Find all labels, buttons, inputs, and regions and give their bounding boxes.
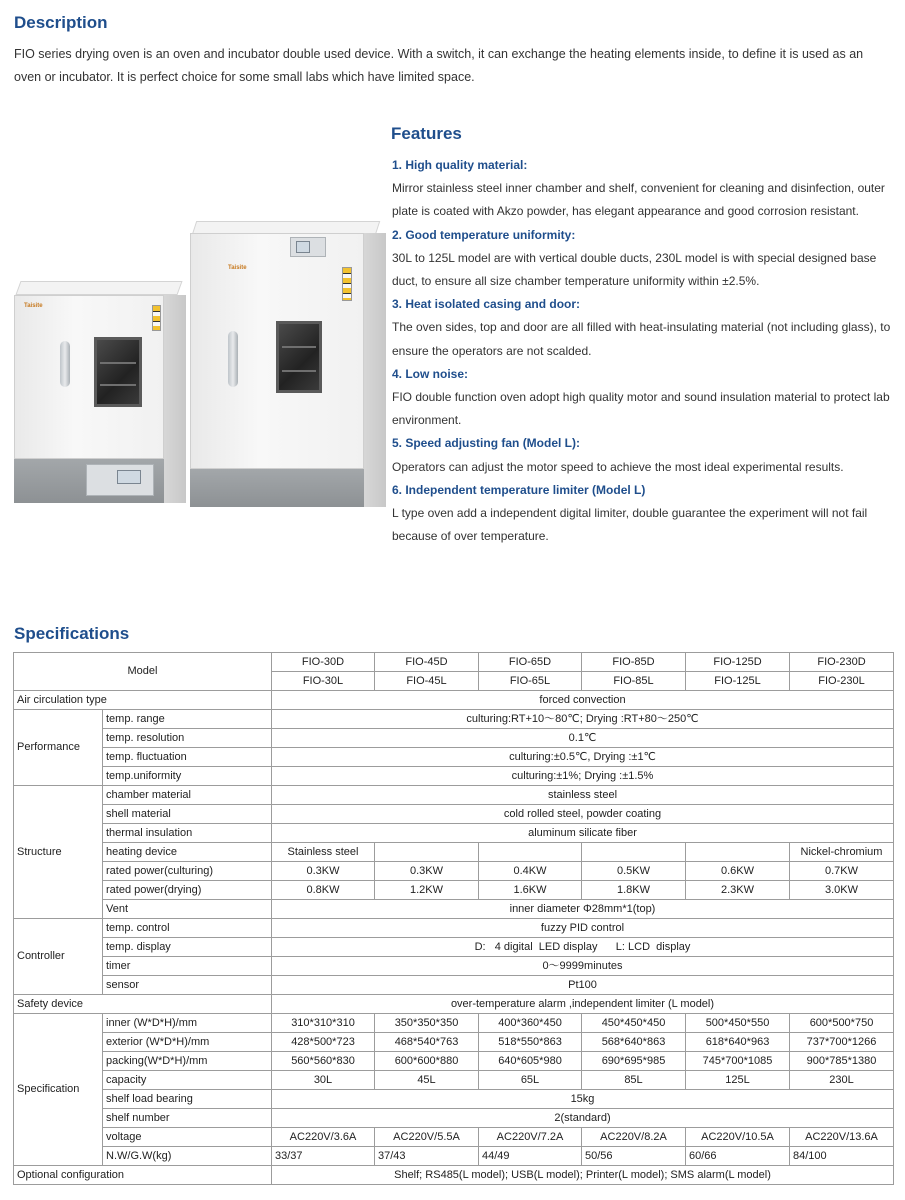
feature-text: The oven sides, top and door are all filled with heat-insulating material (not including glass), to ensure the operators are not scalded. [392, 320, 891, 358]
tall-oven-logo: Taisite [228, 265, 247, 271]
small-oven-image [14, 281, 186, 503]
table-row [14, 653, 894, 672]
model-l-cell: FIO-85L [582, 672, 686, 691]
cell: 60/66 [686, 1147, 790, 1166]
feature-item [392, 432, 892, 478]
table-row [14, 691, 894, 710]
model-l-cell: FIO-125L [686, 672, 790, 691]
row-label: temp. range [103, 710, 272, 729]
features-title: Features [391, 124, 462, 143]
row-label: exterior (W*D*H)/mm [103, 1033, 272, 1052]
feature-heading: 6. Independent temperature limiter (Model L) [392, 482, 646, 497]
row-value: Pt100 [272, 976, 894, 995]
model-d-cell: FIO-85D [582, 653, 686, 672]
table-row [14, 1090, 894, 1109]
row-label: shelf load bearing [103, 1090, 272, 1109]
specifications-title: Specifications [14, 624, 130, 643]
model-l-cell: FIO-65L [479, 672, 582, 691]
row-label: temp. control [103, 919, 272, 938]
cell: 0.3KW [375, 862, 479, 881]
row-label: rated power(drying) [103, 881, 272, 900]
row-label: temp. fluctuation [103, 748, 272, 767]
cell: 30L [272, 1071, 375, 1090]
description-text: FIO series drying oven is an oven and incubator double used device. With a switch, it can exchange the heating elements inside, to define it is used as an oven or incubator. It is perfect choice for some small labs which have limited space. [14, 47, 864, 84]
cell: 1.2KW [375, 881, 479, 900]
table-row [14, 862, 894, 881]
air-circulation-value: forced convection [272, 691, 894, 710]
air-circulation-label: Air circulation type [14, 691, 272, 710]
cell: 560*560*830 [272, 1052, 375, 1071]
cell: AC220V/8.2A [582, 1128, 686, 1147]
cell [686, 843, 790, 862]
feature-text: FIO double function oven adopt high quality motor and sound insulation material to protect lab environment. [392, 390, 890, 428]
cell: 0.4KW [479, 862, 582, 881]
row-value: D: 4 digital LED display L: LCD display [272, 938, 894, 957]
row-value: fuzzy PID control [272, 919, 894, 938]
cell: 600*500*750 [790, 1014, 894, 1033]
model-d-cell: FIO-125D [686, 653, 790, 672]
feature-heading: 4. Low noise: [392, 366, 469, 381]
cell: 44/49 [479, 1147, 582, 1166]
table-row [14, 976, 894, 995]
table-row [14, 710, 894, 729]
cell: 45L [375, 1071, 479, 1090]
row-value: 2(standard) [272, 1109, 894, 1128]
model-d-cell: FIO-230D [790, 653, 894, 672]
cell: Nickel-chromium [790, 843, 894, 862]
table-row [14, 843, 894, 862]
product-illustration [10, 215, 390, 515]
table-row [14, 1128, 894, 1147]
row-label: capacity [103, 1071, 272, 1090]
structure-group-label: Structure [14, 786, 103, 919]
cell: 428*500*723 [272, 1033, 375, 1052]
row-label: Vent [103, 900, 272, 919]
row-label: temp. resolution [103, 729, 272, 748]
cell: AC220V/7.2A [479, 1128, 582, 1147]
row-label: sensor [103, 976, 272, 995]
feature-item [392, 479, 892, 549]
cell: 2.3KW [686, 881, 790, 900]
feature-item [392, 293, 892, 363]
cell: 85L [582, 1071, 686, 1090]
cell: 125L [686, 1071, 790, 1090]
row-value: 0.1℃ [272, 729, 894, 748]
cell: 600*600*880 [375, 1052, 479, 1071]
cell: 500*450*550 [686, 1014, 790, 1033]
cell: Stainless steel [272, 843, 375, 862]
table-row [14, 938, 894, 957]
cell: 468*540*763 [375, 1033, 479, 1052]
feature-text: Operators can adjust the motor speed to achieve the most ideal experimental results. [392, 459, 844, 474]
row-label: heating device [103, 843, 272, 862]
model-d-cell: FIO-65D [479, 653, 582, 672]
cell: 0.7KW [790, 862, 894, 881]
feature-item [392, 363, 892, 433]
table-row [14, 1052, 894, 1071]
row-value: culturing:±0.5℃, Drying :±1℃ [272, 748, 894, 767]
cell: 690*695*985 [582, 1052, 686, 1071]
specification-group-label: Specification [14, 1014, 103, 1166]
cell: 0.5KW [582, 862, 686, 881]
table-row [14, 786, 894, 805]
feature-text: L type oven add a independent digital limiter, double guarantee the experiment will not fail because of over temperature. [392, 506, 868, 544]
cell: 0.6KW [686, 862, 790, 881]
model-l-cell: FIO-230L [790, 672, 894, 691]
cell: 37/43 [375, 1147, 479, 1166]
cell: 1.8KW [582, 881, 686, 900]
table-row [14, 748, 894, 767]
cell: AC220V/3.6A [272, 1128, 375, 1147]
model-header: Model [14, 653, 272, 691]
performance-group-label: Performance [14, 710, 103, 786]
cell: AC220V/10.5A [686, 1128, 790, 1147]
row-label: packing(W*D*H)/mm [103, 1052, 272, 1071]
cell: 230L [790, 1071, 894, 1090]
cell: 3.0KW [790, 881, 894, 900]
cell: 84/100 [790, 1147, 894, 1166]
features-list [392, 154, 892, 548]
row-label: shell material [103, 805, 272, 824]
cell: 33/37 [272, 1147, 375, 1166]
optional-value: Shelf; RS485(L model); USB(L model); Printer(L model); SMS alarm(L model) [272, 1166, 894, 1185]
model-d-cell: FIO-45D [375, 653, 479, 672]
cell [375, 843, 479, 862]
feature-heading: 5. Speed adjusting fan (Model L): [392, 436, 581, 451]
model-d-cell: FIO-30D [272, 653, 375, 672]
row-value: inner diameter Φ28mm*1(top) [272, 900, 894, 919]
feature-text: Mirror stainless steel inner chamber and shelf, convenient for cleaning and disinfection, outer plate is coated with Akzo powder, has elegant appearance and good corrosion resistant. [392, 181, 885, 219]
cell: AC220V/5.5A [375, 1128, 479, 1147]
cell: 50/56 [582, 1147, 686, 1166]
row-label: temp.uniformity [103, 767, 272, 786]
cell: 737*700*1266 [790, 1033, 894, 1052]
row-label: shelf number [103, 1109, 272, 1128]
cell: 640*605*980 [479, 1052, 582, 1071]
feature-heading: 3. Heat isolated casing and door: [392, 297, 581, 312]
row-label: thermal insulation [103, 824, 272, 843]
cell: 745*700*1085 [686, 1052, 790, 1071]
row-label: rated power(culturing) [103, 862, 272, 881]
table-row [14, 881, 894, 900]
row-value: culturing:RT+10～80℃; Drying :RT+80～250℃ [272, 710, 894, 729]
cell: 350*350*350 [375, 1014, 479, 1033]
feature-heading: 2. Good temperature uniformity: [392, 227, 576, 242]
table-row [14, 729, 894, 748]
cell: AC220V/13.6A [790, 1128, 894, 1147]
cell: 618*640*963 [686, 1033, 790, 1052]
table-row [14, 1109, 894, 1128]
cell: 400*360*450 [479, 1014, 582, 1033]
cell [582, 843, 686, 862]
cell: 900*785*1380 [790, 1052, 894, 1071]
feature-text: 30L to 125L model are with vertical double ducts, 230L model is with special designed base duct, to ensure all size chamber temperature uniformity within ±2.5%. [392, 250, 877, 289]
table-row [14, 805, 894, 824]
safety-label: Safety device [14, 995, 272, 1014]
cell: 1.6KW [479, 881, 582, 900]
table-row [14, 957, 894, 976]
controller-group-label: Controller [14, 919, 103, 995]
cell: 65L [479, 1071, 582, 1090]
row-label: timer [103, 957, 272, 976]
cell: 0.3KW [272, 862, 375, 881]
cell: 568*640*863 [582, 1033, 686, 1052]
table-row [14, 1033, 894, 1052]
tall-oven-image [190, 221, 386, 507]
row-label: voltage [103, 1128, 272, 1147]
row-value: stainless steel [272, 786, 894, 805]
cell: 518*550*863 [479, 1033, 582, 1052]
feature-heading: 1. High quality material: [392, 158, 528, 172]
row-label: inner (W*D*H)/mm [103, 1014, 272, 1033]
small-oven-logo: Taisite [24, 303, 43, 309]
model-l-cell: FIO-45L [375, 672, 479, 691]
feature-item [392, 224, 892, 294]
row-label: chamber material [103, 786, 272, 805]
row-value: 0～9999minutes [272, 957, 894, 976]
model-l-cell: FIO-30L [272, 672, 375, 691]
table-row [14, 767, 894, 786]
table-row [14, 995, 894, 1014]
table-row [14, 900, 894, 919]
row-value: aluminum silicate fiber [272, 824, 894, 843]
optional-label: Optional configuration [14, 1166, 272, 1185]
row-label: temp. display [103, 938, 272, 957]
row-value: culturing:±1%; Drying :±1.5% [272, 767, 894, 786]
table-row [14, 1147, 894, 1166]
description-title: Description [14, 13, 108, 32]
row-label: N.W/G.W(kg) [103, 1147, 272, 1166]
row-value: cold rolled steel, powder coating [272, 805, 894, 824]
row-value: 15kg [272, 1090, 894, 1109]
cell [479, 843, 582, 862]
cell: 0.8KW [272, 881, 375, 900]
table-row [14, 1071, 894, 1090]
table-row [14, 1014, 894, 1033]
specifications-table [13, 652, 894, 1185]
table-row [14, 824, 894, 843]
table-row [14, 1166, 894, 1185]
cell: 450*450*450 [582, 1014, 686, 1033]
safety-value: over-temperature alarm ,independent limiter (L model) [272, 995, 894, 1014]
cell: 310*310*310 [272, 1014, 375, 1033]
table-row [14, 919, 894, 938]
feature-item [392, 154, 892, 224]
